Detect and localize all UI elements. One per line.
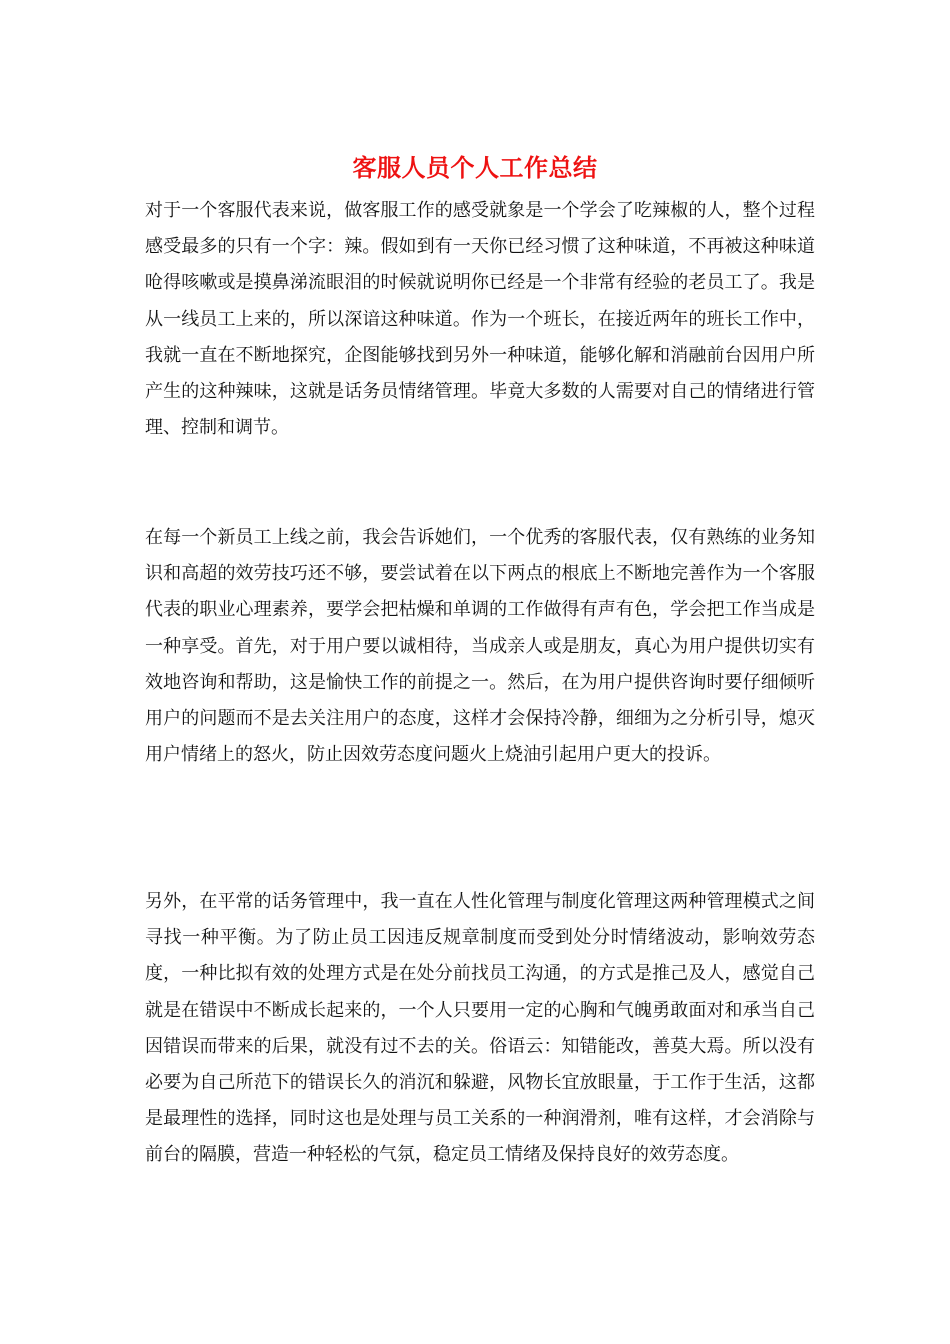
paragraph-1: 对于一个客服代表来说，做客服工作的感受就象是一个学会了吃辣椒的人，整个过程感受最多的只有一个字：辣。假如到有一天你已经习惯了这种味道，不再被这种味道呛得咳嗽或是摸鼻涕流眼泪的时候就说明你已经是一个非常有经验的老员工了。我是从一线员工上来的，所以深谙这种味道。作为一个班长，在接近两年的班长工作中，我就一直在不断地探究，企图能够找到另外一种味道，能够化解和消融前台因用户所产生的这种辣味，这就是话务员情绪管理。毕竟大多数的人需要对自己的情绪进行管理、控制和调节。 — [145, 200, 815, 439]
paragraph-3: 另外，在平常的话务管理中，我一直在人性化管理与制度化管理这两种管理模式之间寻找一种平衡。为了防止员工因违反规章制度而受到处分时情绪波动，影响效劳态度，一种比拟有效的处理方式是在处分前找员工沟通，的方式是推己及人，感觉自己就是在错误中不断成长起来的，一个人只要用一定的心胸和气魄勇敢面对和承当自己因错误而带来的后果，就没有过不去的关。俗语云：知错能改，善莫大焉。所以没有必要为自己所范下的错误长久的消沉和躲避，风物长宜放眼量，于工作于生活，这都是最理性的选择，同时这也是处理与员工关系的一种润滑剂，唯有这样，才会消除与前台的隔膜，营造一种轻松的气氛，稳定员工情绪及保持良好的效劳态度。 — [145, 891, 815, 1166]
paragraph-2: 在每一个新员工上线之前，我会告诉她们，一个优秀的客服代表，仅有熟练的业务知识和高超的效劳技巧还不够，要尝试着在以下两点的根底上不断地完善作为一个客服代表的职业心理素养，要学会把枯燥和单调的工作做得有声有色，学会把工作当成是一种享受。首先，对于用户要以诚相待，当成亲人或是朋友，真心为用户提供切实有效地咨询和帮助，这是愉快工作的前提之一。然后，在为用户提供咨询时要仔细倾听用户的问题而不是去关注用户的态度，这样才会保持冷静，细细为之分析引导，熄灭用户情绪上的怒火，防止因效劳态度问题火上烧油引起用户更大的投诉。 — [145, 527, 815, 766]
document-title: 客服人员个人工作总结 — [352, 153, 598, 182]
